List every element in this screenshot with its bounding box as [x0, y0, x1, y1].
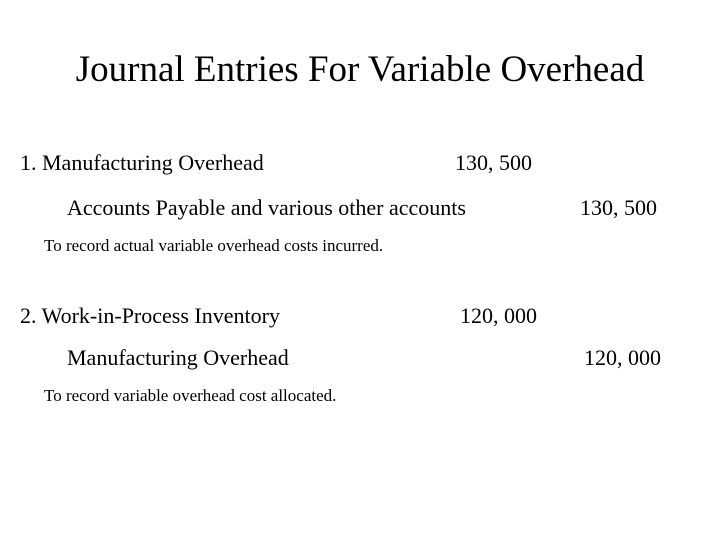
entry-1-memo: To record actual variable overhead costs incurred.: [44, 236, 384, 255]
entry-2-debit-account: 2. Work-in-Process Inventory: [20, 303, 280, 328]
entry-1-debit-amount: 130, 500: [455, 150, 532, 175]
entry-1-credit-amount: 130, 500: [580, 195, 657, 220]
slide-title: Journal Entries For Variable Overhead: [75, 49, 645, 90]
entry-1-debit-account: 1. Manufacturing Overhead: [20, 150, 264, 175]
entry-1-credit-account: Accounts Payable and various other accounts: [67, 195, 466, 220]
entry-2-memo: To record variable overhead cost allocated.: [44, 386, 337, 405]
entry-2-debit-amount: 120, 000: [460, 303, 537, 328]
entry-2-credit-amount: 120, 000: [584, 345, 661, 370]
entry-2-credit-account: Manufacturing Overhead: [67, 345, 289, 370]
